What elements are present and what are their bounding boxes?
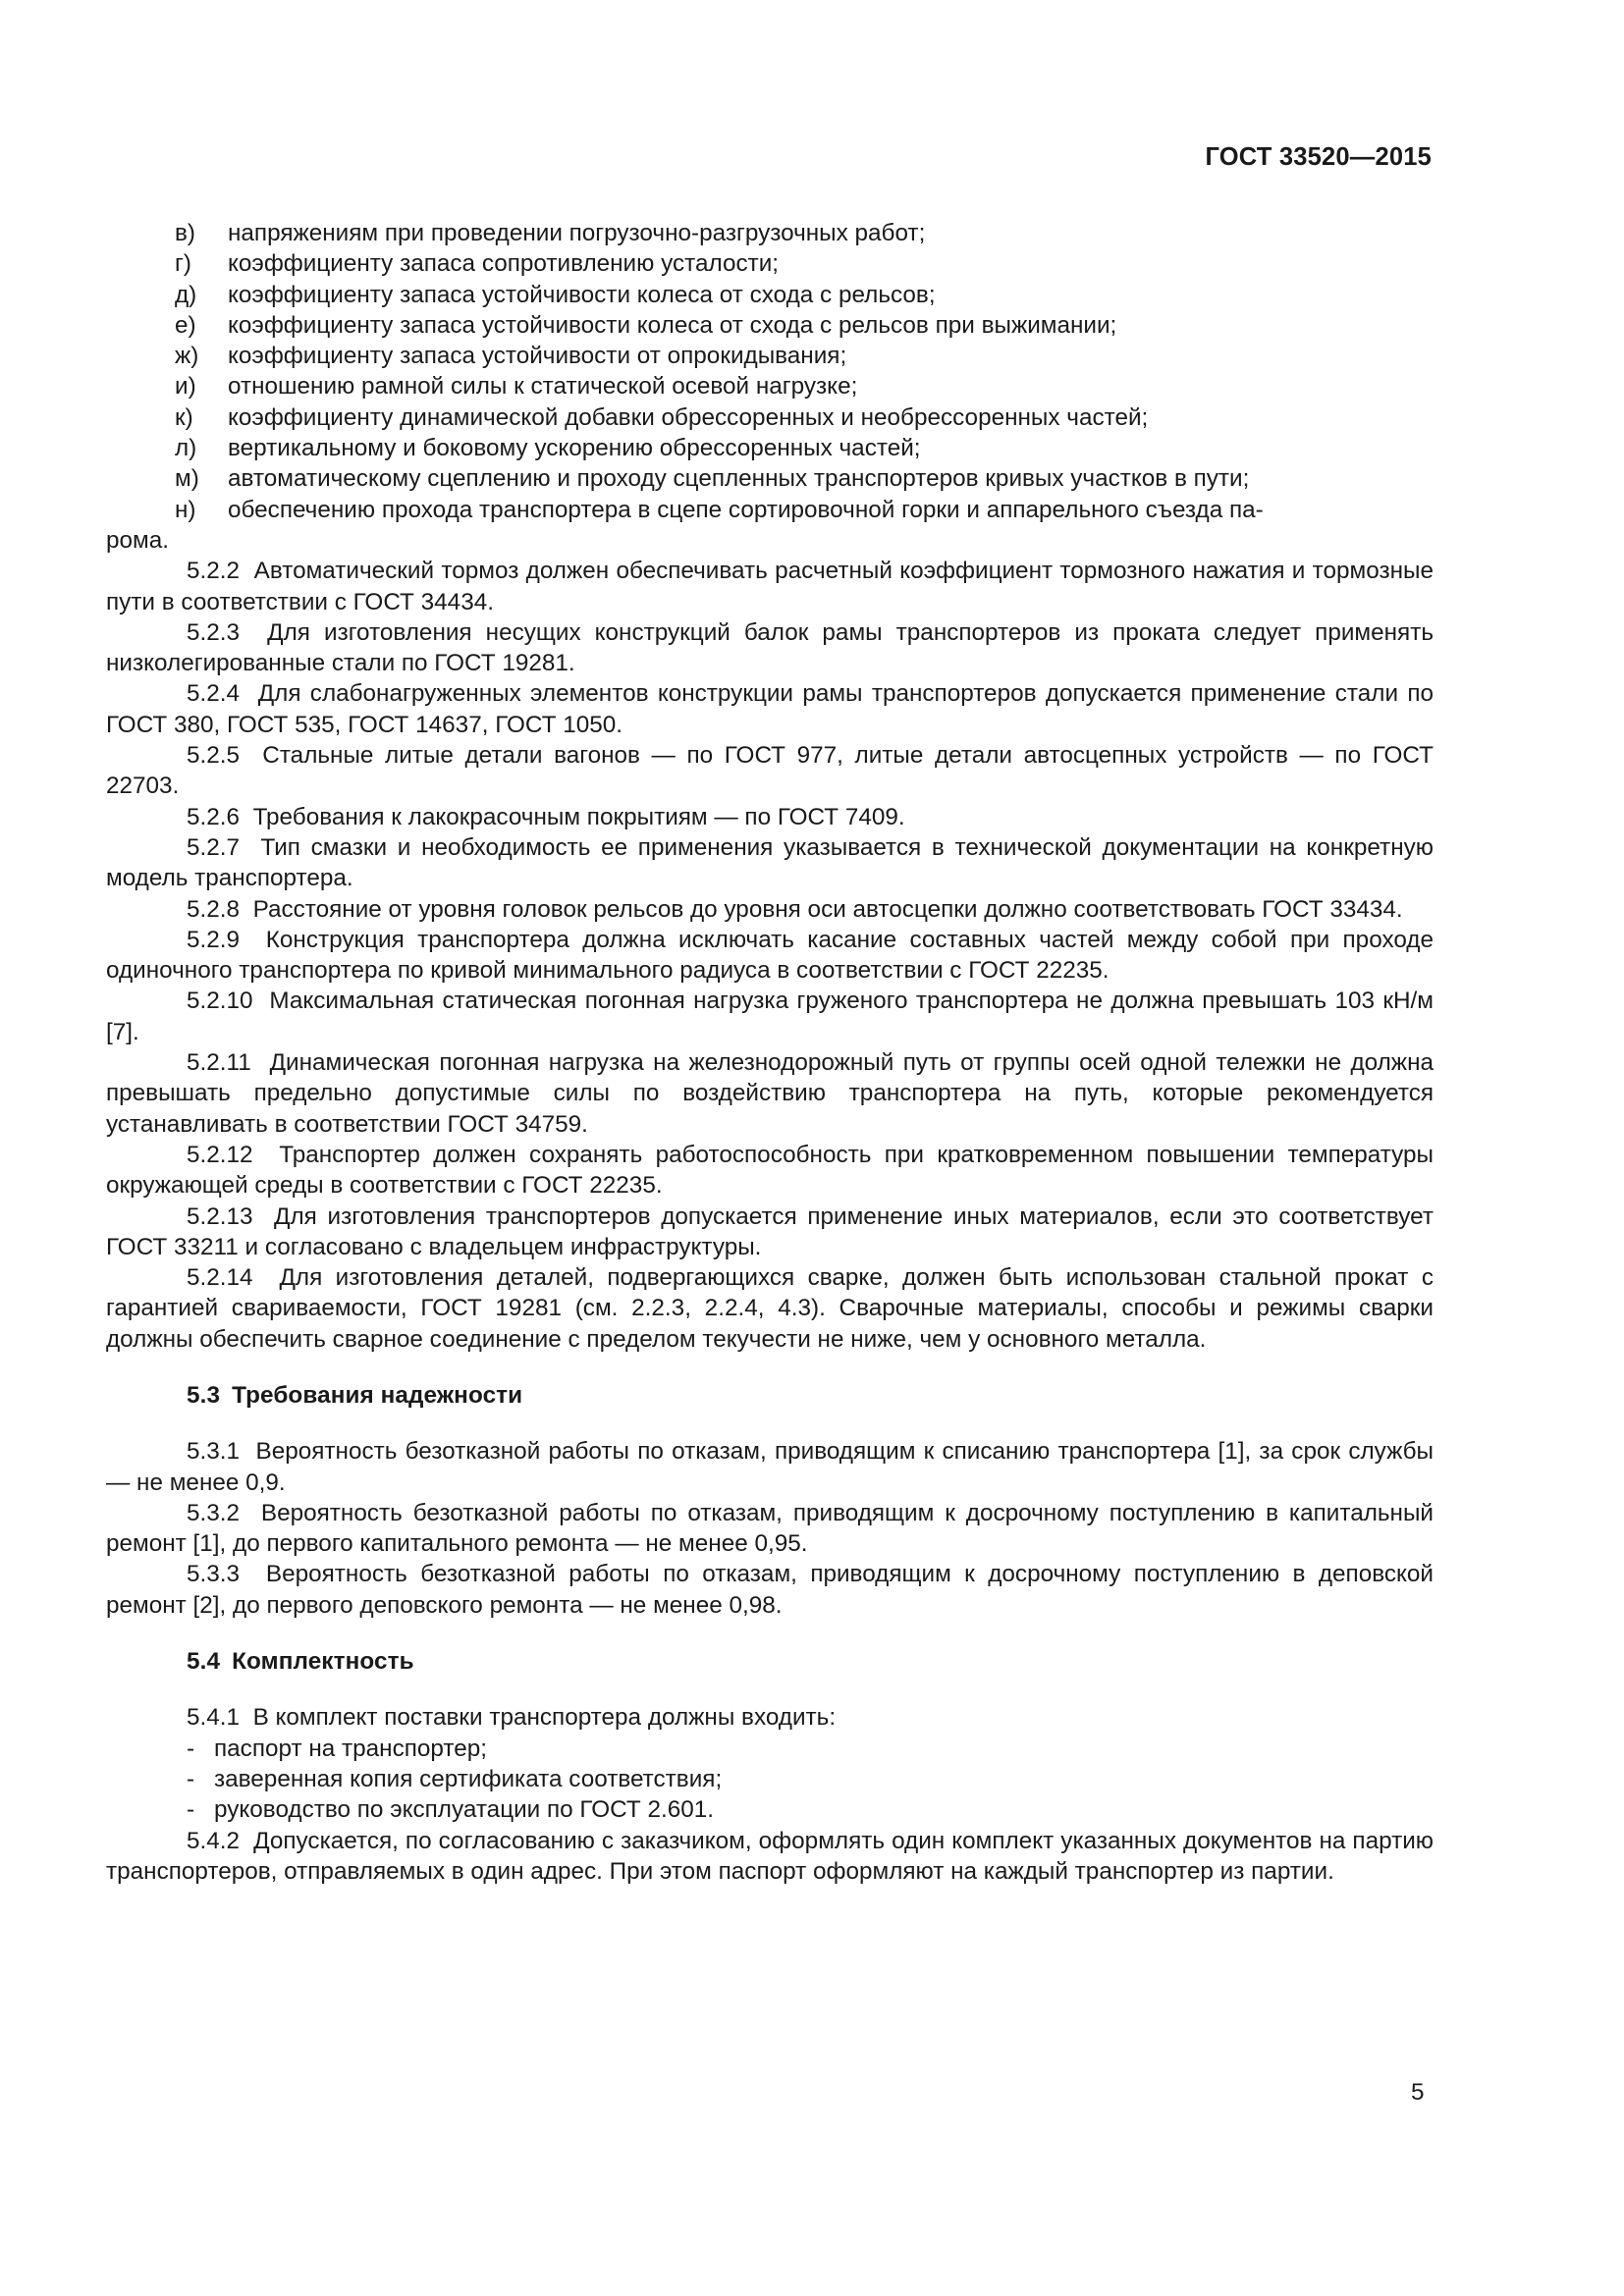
clause-number: 5.2.13 bbox=[187, 1202, 253, 1230]
list-item-marker: ж) bbox=[175, 343, 199, 370]
clause-text: Автоматический тормоз должен обеспечивать расчетный коэффициент тормозного нажатия и тормозные пути в соответствии с ГОСТ 34434. bbox=[106, 558, 1434, 615]
clause-5-3-2 bbox=[106, 1498, 1434, 1560]
clause-text: Для изготовления деталей, подвергающихся сварке, должен быть использован стальной прокат с гарантией свариваемости, ГОСТ 19281 (см. 2.2.3, 2.2.4, 4.3). Сварочные материалы, способы и режимы сварки должны обеспечить сварное соединение с пределом текучести не ниже, чем у основного металла. bbox=[106, 1264, 1434, 1353]
section-heading-5-3 bbox=[106, 1380, 1434, 1411]
page-number: 5 bbox=[1411, 2079, 1425, 2106]
list-item-text: автоматическому сцеплению и проходу сцепленных транспортеров кривых участков в пути; bbox=[228, 465, 1250, 493]
section-number: 5.3 bbox=[187, 1381, 221, 1409]
clause-text: Для изготовления несущих конструкций балок рамы транспортеров из проката следует применять низколегированные стали по ГОСТ 19281. bbox=[106, 618, 1434, 677]
list-item-marker: н) bbox=[175, 496, 196, 523]
clause-5-2-10 bbox=[106, 986, 1434, 1047]
list-item-text: коэффициенту динамической добавки обрессоренных и необрессоренных частей; bbox=[228, 403, 1149, 431]
spacer bbox=[106, 1411, 1434, 1436]
clause-text: Стальные литые детали вагонов — по ГОСТ 977, литые детали автосцепных устройств — по ГОСТ 22703. bbox=[106, 742, 1434, 800]
list-item bbox=[106, 248, 1434, 279]
clause-5-2-6 bbox=[106, 802, 1434, 832]
clause-number: 5.3.3 bbox=[187, 1561, 241, 1588]
clause-text: Тип смазки и необходимость ее применения указывается в технической документации на конкретную модель транспортера. bbox=[106, 833, 1434, 892]
clause-number: 5.4.1 bbox=[187, 1704, 241, 1732]
section-title: Комплектность bbox=[232, 1648, 414, 1676]
clause-text: Требования к лакокрасочным покрытиям — по ГОСТ 7409. bbox=[252, 803, 905, 830]
list-item-marker: е) bbox=[175, 311, 196, 339]
section-number: 5.4 bbox=[187, 1648, 221, 1676]
spacer bbox=[106, 1621, 1434, 1646]
list-item-text: вертикальному и боковому ускорению обрессоренных частей; bbox=[228, 435, 921, 462]
clause-5-3-3 bbox=[106, 1559, 1434, 1621]
spacer bbox=[106, 1677, 1434, 1702]
clause-number: 5.2.11 bbox=[187, 1049, 251, 1077]
clause-5-2-4 bbox=[106, 678, 1434, 740]
list-item-marker: л) bbox=[175, 435, 197, 462]
list-item bbox=[106, 402, 1434, 433]
clause-5-2-2 bbox=[106, 556, 1434, 617]
clause-5-2-13 bbox=[106, 1201, 1434, 1263]
list-item-marker: д) bbox=[175, 281, 197, 308]
clause-text: В комплект поставки транспортера должны входить: bbox=[252, 1704, 837, 1732]
clause-number: 5.2.9 bbox=[187, 926, 241, 953]
list-item bbox=[106, 433, 1434, 463]
clause-5-4-1 bbox=[106, 1702, 1434, 1733]
clause-text: Транспортер должен сохранять работоспособность при кратковременном повышении температуры окружающей среды в соответствии с ГОСТ 22235. bbox=[106, 1141, 1434, 1200]
clause-text: Динамическая погонная нагрузка на железнодорожный путь от группы осей одной тележки не должна превышать предельно допустимые силы по воздействию транспортера на путь, которые рекомендуется устанавливать в соответствии ГОСТ 34759. bbox=[106, 1049, 1434, 1138]
clause-5-2-7 bbox=[106, 832, 1434, 894]
list-item-marker: м) bbox=[175, 465, 199, 493]
spacer bbox=[106, 1355, 1434, 1380]
clause-5-2-9 bbox=[106, 925, 1434, 987]
delivery-kit-list bbox=[106, 1734, 1434, 1826]
list-item-marker: и) bbox=[175, 373, 196, 400]
list-item bbox=[106, 463, 1434, 494]
clause-number: 5.4.2 bbox=[187, 1827, 241, 1854]
clause-number: 5.2.8 bbox=[187, 895, 241, 923]
clause-text: Для изготовления транспортеров допускается применение иных материалов, если это соответствует ГОСТ 33211 и согласовано с владельцем инфраструктуры. bbox=[106, 1202, 1434, 1260]
clause-5-3-1 bbox=[106, 1436, 1434, 1498]
list-item-marker: к) bbox=[175, 403, 193, 431]
clause-number: 5.2.10 bbox=[187, 988, 253, 1015]
list-item-text: отношению рамной силы к статической осевой нагрузке; bbox=[228, 373, 858, 400]
clause-number: 5.3.2 bbox=[187, 1499, 241, 1526]
list-item bbox=[106, 1764, 1434, 1794]
clause-number: 5.3.1 bbox=[187, 1438, 241, 1466]
list-item bbox=[106, 310, 1434, 341]
clause-number: 5.2.3 bbox=[187, 618, 241, 646]
clause-number: 5.2.14 bbox=[187, 1264, 253, 1292]
clause-number: 5.2.6 bbox=[187, 803, 241, 830]
clause-5-2-3 bbox=[106, 617, 1434, 679]
list-item bbox=[106, 280, 1434, 310]
clause-5-4-2 bbox=[106, 1826, 1434, 1888]
list-item bbox=[106, 1794, 1434, 1825]
clause-number: 5.2.5 bbox=[187, 742, 241, 770]
clause-5-2-12 bbox=[106, 1140, 1434, 1201]
clause-5-2-5 bbox=[106, 740, 1434, 802]
list-item-text: напряжениям при проведении погрузочно-разгрузочных работ; bbox=[228, 220, 926, 246]
list-item-text: заверенная копия сертификата соответствия; bbox=[214, 1765, 723, 1792]
list-item bbox=[106, 371, 1434, 401]
clause-5-2-11 bbox=[106, 1047, 1434, 1140]
clause-number: 5.2.2 bbox=[187, 558, 241, 585]
dash-marker: - bbox=[187, 1765, 195, 1792]
list-item-text: коэффициенту запаса сопротивлению усталости; bbox=[228, 250, 780, 278]
clause-5-2-8 bbox=[106, 894, 1434, 925]
clause-number: 5.2.7 bbox=[187, 833, 241, 861]
list-item-marker: в) bbox=[175, 220, 195, 246]
page-content bbox=[106, 218, 1434, 1887]
list-item-text: коэффициенту запаса устойчивости от опрокидывания; bbox=[228, 343, 847, 370]
list-item bbox=[106, 341, 1434, 371]
running-header-standard-number: ГОСТ 33520—2015 bbox=[1205, 143, 1432, 171]
list-item-text: коэффициенту запаса устойчивости колеса от схода с рельсов при выжимании; bbox=[228, 311, 1117, 339]
list-item-marker: г) bbox=[175, 250, 191, 278]
list-item-text: руководство по эксплуатации по ГОСТ 2.601. bbox=[214, 1796, 715, 1824]
clause-text: Вероятность безотказной работы по отказам, приводящим к списанию транспортера [1], за срок службы — не менее 0,9. bbox=[106, 1438, 1434, 1496]
clause-5-2-14 bbox=[106, 1262, 1434, 1355]
list-item-text: коэффициенту запаса устойчивости колеса от схода с рельсов; bbox=[228, 281, 936, 308]
list-item bbox=[106, 495, 1434, 525]
clause-text: Расстояние от уровня головок рельсов до уровня оси автосцепки должно соответствовать ГОСТ 33434. bbox=[252, 895, 1403, 923]
lettered-enumeration-list bbox=[106, 218, 1434, 525]
list-item bbox=[106, 1734, 1434, 1764]
clause-text: Вероятность безотказной работы по отказам, приводящим к досрочному поступлению в деповской ремонт [2], до первого деповского ремонта — не менее 0,98. bbox=[106, 1561, 1434, 1619]
dash-marker: - bbox=[187, 1796, 195, 1824]
clause-number: 5.2.4 bbox=[187, 680, 241, 708]
section-heading-5-4 bbox=[106, 1646, 1434, 1677]
list-item bbox=[106, 218, 1434, 248]
clause-text: Максимальная статическая погонная нагрузка груженого транспортера не должна превышать 103 кН/м [7]. bbox=[106, 988, 1434, 1045]
dash-marker: - bbox=[187, 1735, 195, 1762]
enumeration-continuation-line: рома. bbox=[106, 526, 169, 554]
list-item-text: обеспечению прохода транспортера в сцепе сортировочной горки и аппарельного съезда па- bbox=[228, 496, 1264, 523]
clause-number: 5.2.12 bbox=[187, 1141, 253, 1168]
list-item-text: паспорт на транспортер; bbox=[214, 1735, 488, 1762]
clause-text: Для слабонагруженных элементов конструкции рамы транспортеров допускается применение стали по ГОСТ 380, ГОСТ 535, ГОСТ 14637, ГОСТ 1050. bbox=[106, 680, 1434, 738]
clause-text: Конструкция транспортера должна исключать касание составных частей между собой при проходе одиночного транспортера по кривой минимального радиуса в соответствии с ГОСТ 22235. bbox=[106, 926, 1434, 985]
clause-text: Вероятность безотказной работы по отказам, приводящим к досрочному поступлению в капитальный ремонт [1], до первого капитального ремонта — не менее 0,95. bbox=[106, 1499, 1434, 1558]
clause-text: Допускается, по согласованию с заказчиком, оформлять один комплект указанных документов на партию транспортеров, отправляемых в один адрес. При этом паспорт оформляют на каждый транспортер из партии. bbox=[106, 1827, 1434, 1885]
section-title: Требования надежности bbox=[232, 1381, 523, 1409]
